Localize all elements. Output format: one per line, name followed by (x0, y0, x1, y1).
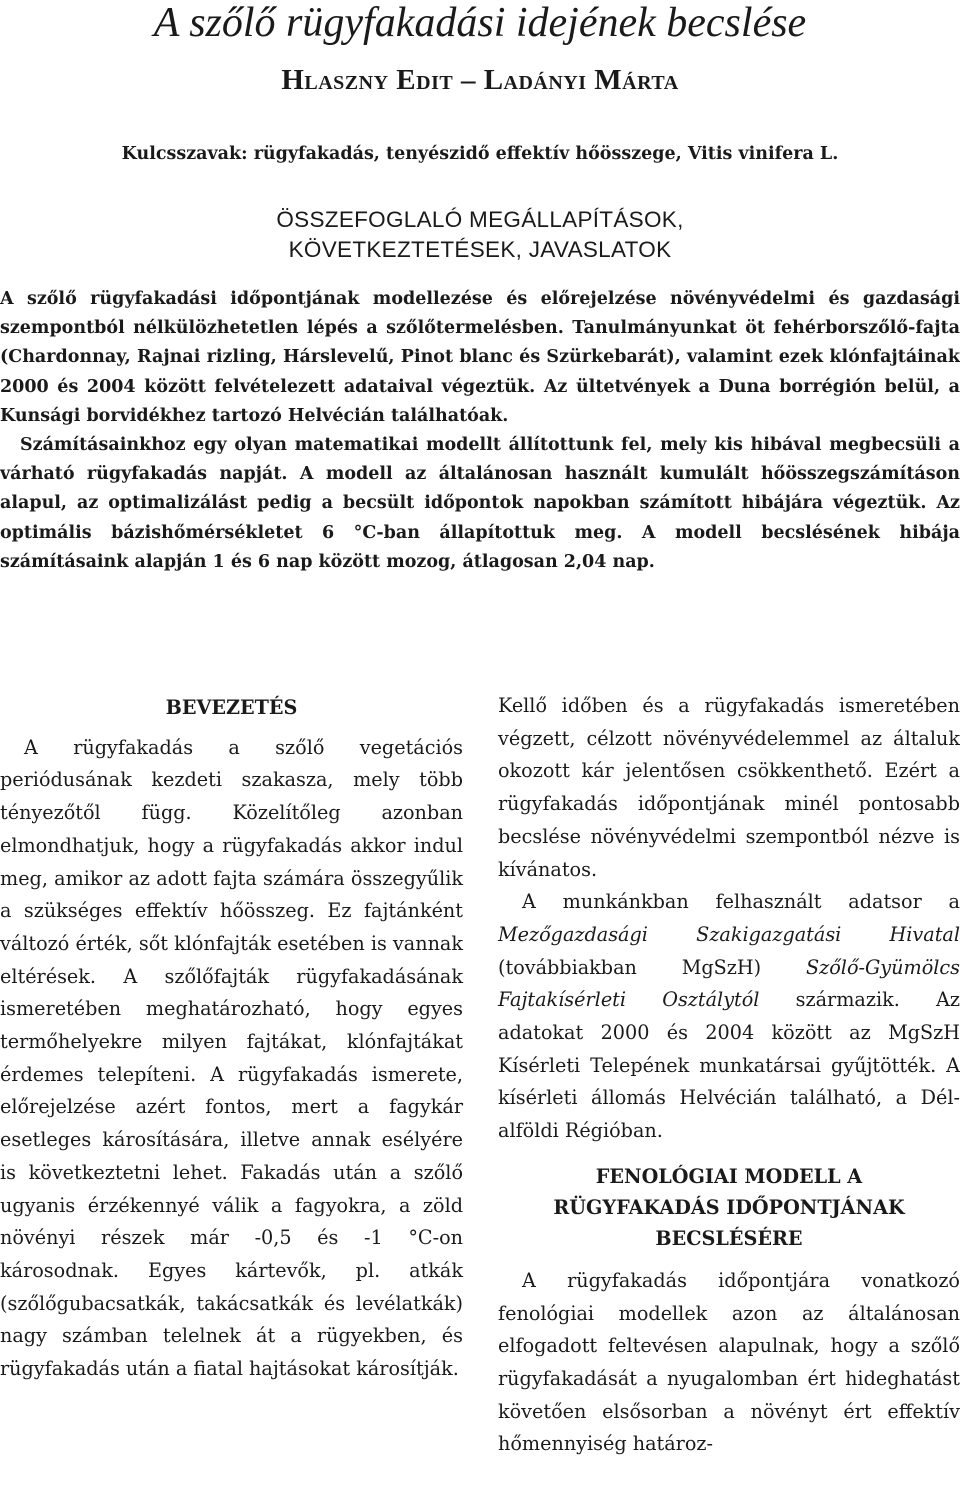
model-section-paragraph: A rügyfakadás időpontjára vonatkozó fenológiai modellek azon az általánosan elfogadott feltevésen alapulnak, hogy a szőlő rügyfakadását a nyugalomban ért hideghatást követően elsősorban a növényt ért effektív hőmennyiség határoz- (498, 1268, 960, 1456)
data-source-text-c: származik. Az adatokat 2000 és 2004 között az MgSzH Kísérleti Telepének munkatársai gyűjtötték. A kísérleti állomás Helvécián található, a Dél-alföldi Régióban. (498, 988, 960, 1143)
author-line: Hlaszny Edit – Ladányi Márta (281, 64, 679, 96)
summary-heading-line-1: ÖSSZEFOGLALÓ MEGÁLLAPÍTÁSOK, (276, 207, 684, 232)
right-column (498, 690, 960, 1461)
data-source-text-a: A munkánkban felhasznált adatsor a (522, 890, 960, 914)
model-heading-line-3: BECSLÉSÉRE (655, 1226, 803, 1250)
data-source-text-b: (továbbiakban MgSzH) (498, 955, 762, 979)
left-column (0, 690, 463, 1386)
agency-name: Mezőgazdasági Szakigazgatási Hivatal (498, 922, 960, 946)
summary-block (0, 285, 960, 577)
department-name: Szőlő-Gyümölcs Fajtakísérleti Osztálytól (498, 955, 960, 1012)
article-title: A szőlő rügyfakadási idejének becslése (153, 0, 807, 46)
data-source-paragraph (498, 886, 960, 1148)
introduction-continuation: Kellő időben és a rügyfakadás ismeretében végzett, célzott növényvédelemmel az általuk okozott kár jelentősen csökkenthető. Ezért a rügyfakadás időpontjának minél pontosabb becslése növényvédelmi szempontból nézve is kívánatos. (498, 694, 960, 881)
introduction-paragraph: A rügyfakadás a szőlő vegetációs periódusának kezdeti szakasza, mely több tényezőtől függ. Közelítőleg azonban elmondhatjuk, hogy a rügyfakadás akkor indul meg, amikor az adott fajta számára összegyűlik a szükséges effektív hőösszeg. Ez fajtánként változó érték, sőt klónfajták esetében is vannak eltérések. A szőlőfajták rügyfakadásának ismeretében meghatározható, hogy egyes termőhelyekre milyen fajtákat, klónfajtákat érdemes telepíteni. A rügyfakadás ismerete, előrejelzése azért fontos, mert a fagykár esetleges károsítására, illetve annak esélyére is következtetni lehet. Fakadás után a szőlő ugyanis érzékennyé válik a fagyokra, a zöld növényi részek már -0,5 és -1 °C-on károsodnak. Egyes kártevők, pl. atkák (szőlőgubacsatkák, takácsatkák és levélatkák) nagy számban telelnek át a rügyekben, és rügyfakadás után a fiatal hajtásokat károsítják. (0, 735, 463, 1381)
summary-heading-line-2: KÖVETKEZTETÉSEK, JAVASLATOK (288, 237, 672, 262)
summary-paragraph-1: A szőlő rügyfakadási időpontjának modellezése és előrejelzése növényvédelmi és gazdasági szempontból nélkülözhetetlen lépés a szőlőtermelésben. Tanulmányunkat öt fehérborszőlő-fajta (Chardonnay, Rajnai rizling, Hárslevelű, Pinot blanc és Szürkebarát), valamint ezek klónfajtáinak 2000 és 2004 között felvételezett adataival végeztük. Az ültetvények a Duna borrégión belül, a Kunsági borvidékhez tartozó Helvécián találhatóak. (0, 289, 960, 426)
model-heading-line-1: FENOLÓGIAI MODELL A (595, 1164, 863, 1188)
model-heading-line-2: RÜGYFAKADÁS IDŐPONTJÁNAK (553, 1195, 905, 1219)
summary-heading (0, 205, 960, 265)
summary-paragraph-2: Számításainkhoz egy olyan matematikai modellt állítottunk fel, mely kis hibával megbecsüli a várható rügyfakadás napját. A modell az általánosan használt kumulált hőösszegszámításon alapul, az optimalizálást pedig a becsült időpontok napokban számított hibájára végeztük. Az optimális bázishőmérsékletet 6 °C-ban állapítottuk meg. A modell becslésének hibája számításaink alapján 1 és 6 nap között mozog, átlagosan 2,04 nap. (0, 435, 960, 572)
keywords-line: Kulcsszavak: rügyfakadás, tenyészidő effektív hőösszege, Vitis vinifera L. (121, 144, 839, 164)
model-section-heading (498, 1161, 960, 1254)
introduction-heading: BEVEZETÉS (165, 696, 298, 719)
